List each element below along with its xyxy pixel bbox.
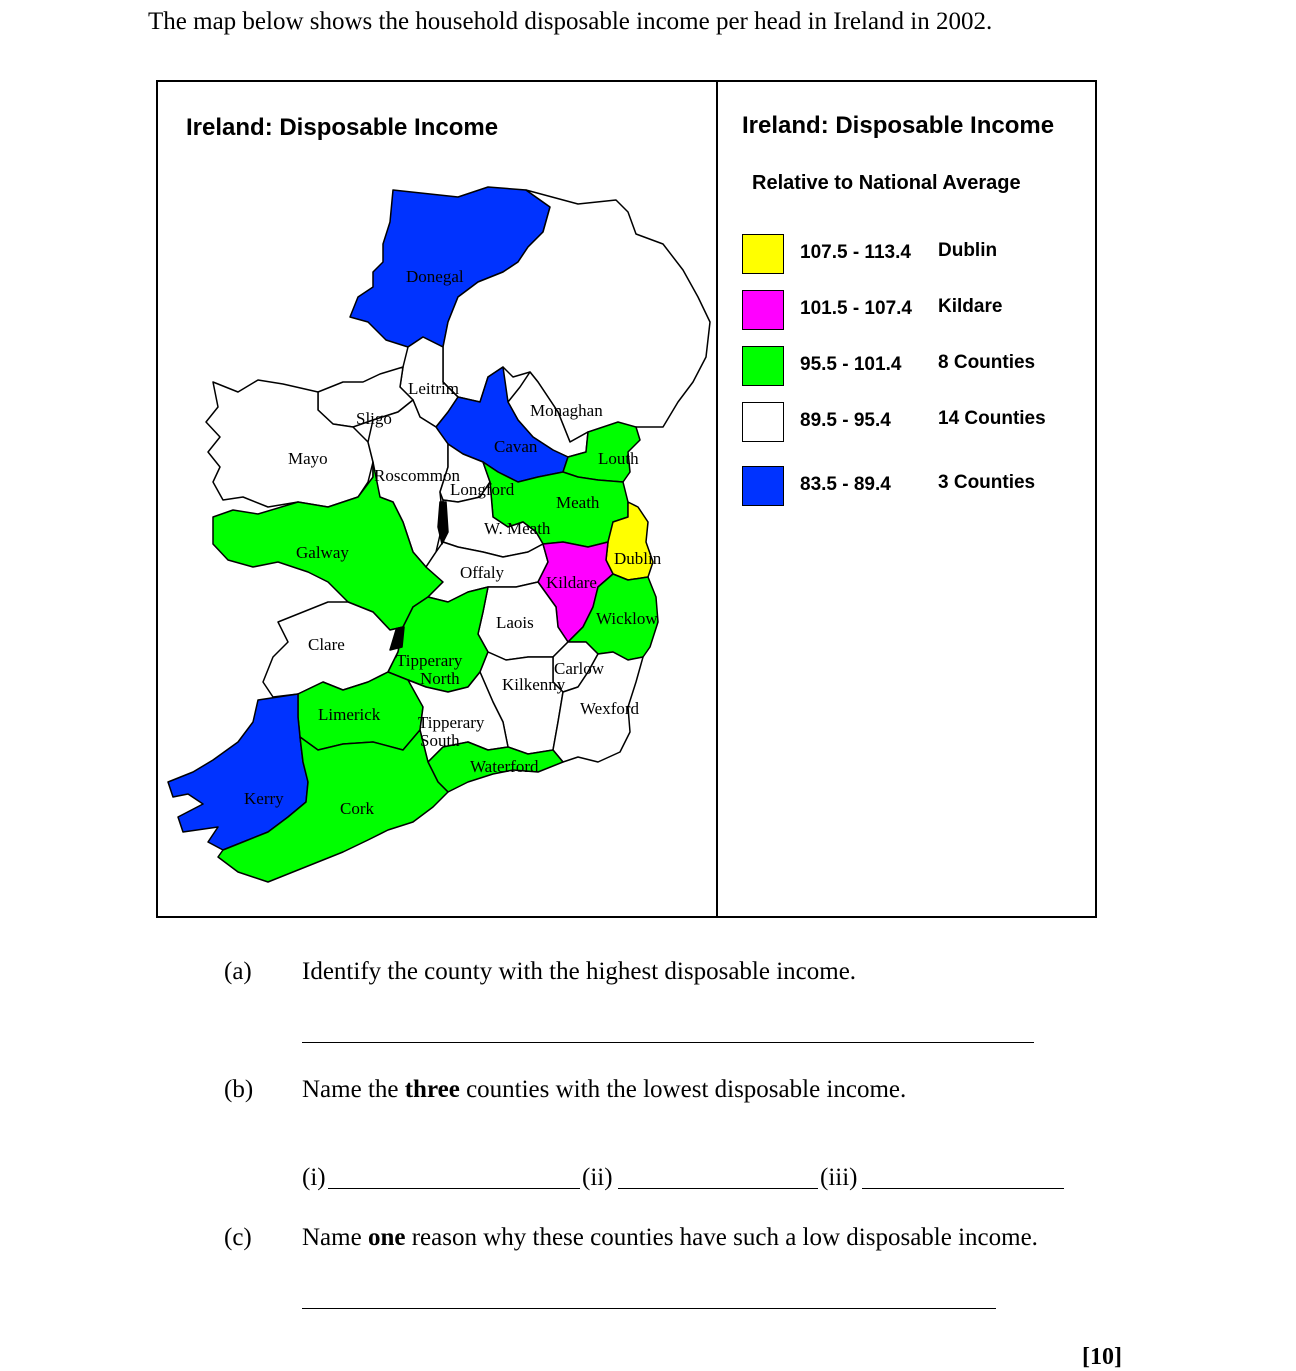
legend-label: Kildare bbox=[938, 296, 1003, 317]
label-wicklow: Wicklow bbox=[596, 609, 658, 628]
label-tipperary-south: Tipperary South bbox=[418, 713, 485, 750]
legend-item bbox=[742, 466, 1082, 508]
legend-range: 101.5 - 107.4 bbox=[800, 298, 912, 319]
label-roscommon: Roscommon bbox=[374, 466, 460, 485]
question-c-letter: (c) bbox=[224, 1224, 252, 1251]
label-clare: Clare bbox=[308, 635, 345, 654]
label-kildare: Kildare bbox=[546, 573, 597, 592]
question-c-text: Name one reason why these counties have such a low disposable income. bbox=[302, 1224, 1038, 1251]
label-mayo: Mayo bbox=[288, 449, 328, 468]
legend-swatch bbox=[742, 290, 784, 330]
label-donegal: Donegal bbox=[406, 267, 464, 286]
question-b-text: Name the three counties with the lowest disposable income. bbox=[302, 1076, 907, 1103]
label-dublin: Dublin bbox=[614, 549, 662, 568]
label-limerick: Limerick bbox=[318, 705, 381, 724]
legend-title: Ireland: Disposable Income bbox=[742, 112, 1055, 139]
map-title: Ireland: Disposable Income bbox=[186, 114, 499, 141]
answer-b-i-label: (i) bbox=[302, 1164, 326, 1191]
legend-range: 83.5 - 89.4 bbox=[800, 474, 891, 495]
legend-item bbox=[742, 234, 1082, 276]
label-galway: Galway bbox=[296, 543, 349, 562]
label-meath: Meath bbox=[556, 493, 600, 512]
label-sligo: Sligo bbox=[356, 409, 392, 428]
legend-range: 95.5 - 101.4 bbox=[800, 354, 902, 375]
legend-item bbox=[742, 402, 1082, 444]
answer-line-a[interactable] bbox=[302, 1042, 1034, 1043]
label-kerry: Kerry bbox=[244, 789, 284, 808]
legend-label: 14 Counties bbox=[938, 408, 1046, 429]
legend-item bbox=[742, 346, 1082, 388]
label-monaghan: Monaghan bbox=[530, 401, 603, 420]
answer-line-b-iii[interactable] bbox=[862, 1188, 1064, 1189]
figure-divider bbox=[716, 82, 718, 916]
answer-b-iii-label: (iii) bbox=[820, 1164, 858, 1191]
legend-label: 8 Counties bbox=[938, 352, 1036, 373]
legend-label: Dublin bbox=[938, 240, 998, 261]
legend-label: 3 Counties bbox=[938, 472, 1036, 493]
legend-swatch bbox=[742, 466, 784, 506]
answer-b-ii-label: (ii) bbox=[582, 1164, 613, 1191]
question-a-letter: (a) bbox=[224, 958, 252, 985]
label-westmeath: W. Meath bbox=[484, 519, 551, 538]
label-louth: Louth bbox=[598, 449, 639, 468]
map-figure bbox=[156, 80, 1097, 918]
label-carlow: Carlow bbox=[554, 659, 605, 678]
intro-text: The map below shows the household disposable income per head in Ireland in 2002. bbox=[148, 8, 993, 35]
label-leitrim: Leitrim bbox=[408, 379, 459, 398]
label-kilkenny: Kilkenny bbox=[502, 675, 566, 694]
question-b-letter: (b) bbox=[224, 1076, 254, 1103]
label-wexford: Wexford bbox=[580, 699, 640, 718]
label-waterford: Waterford bbox=[470, 757, 539, 776]
label-laois: Laois bbox=[496, 613, 534, 632]
marks-total: [10] bbox=[1082, 1344, 1122, 1370]
legend-range: 89.5 - 95.4 bbox=[800, 410, 891, 431]
legend-subtitle: Relative to National Average bbox=[752, 172, 1021, 194]
label-cavan: Cavan bbox=[494, 437, 538, 456]
legend-swatch bbox=[742, 402, 784, 442]
question-a-text: Identify the county with the highest disposable income. bbox=[302, 958, 857, 985]
ireland-map bbox=[158, 82, 716, 916]
label-tipperary-north: Tipperary North bbox=[396, 651, 463, 688]
answer-line-b-i[interactable] bbox=[328, 1188, 580, 1189]
label-longford: Longford bbox=[450, 480, 515, 499]
answer-line-b-ii[interactable] bbox=[618, 1188, 818, 1189]
label-cork: Cork bbox=[340, 799, 374, 818]
legend-swatch bbox=[742, 346, 784, 386]
legend-range: 107.5 - 113.4 bbox=[800, 242, 911, 263]
legend-item bbox=[742, 290, 1082, 332]
label-offaly: Offaly bbox=[460, 563, 505, 582]
answer-line-c[interactable] bbox=[302, 1308, 996, 1309]
legend-swatch bbox=[742, 234, 784, 274]
